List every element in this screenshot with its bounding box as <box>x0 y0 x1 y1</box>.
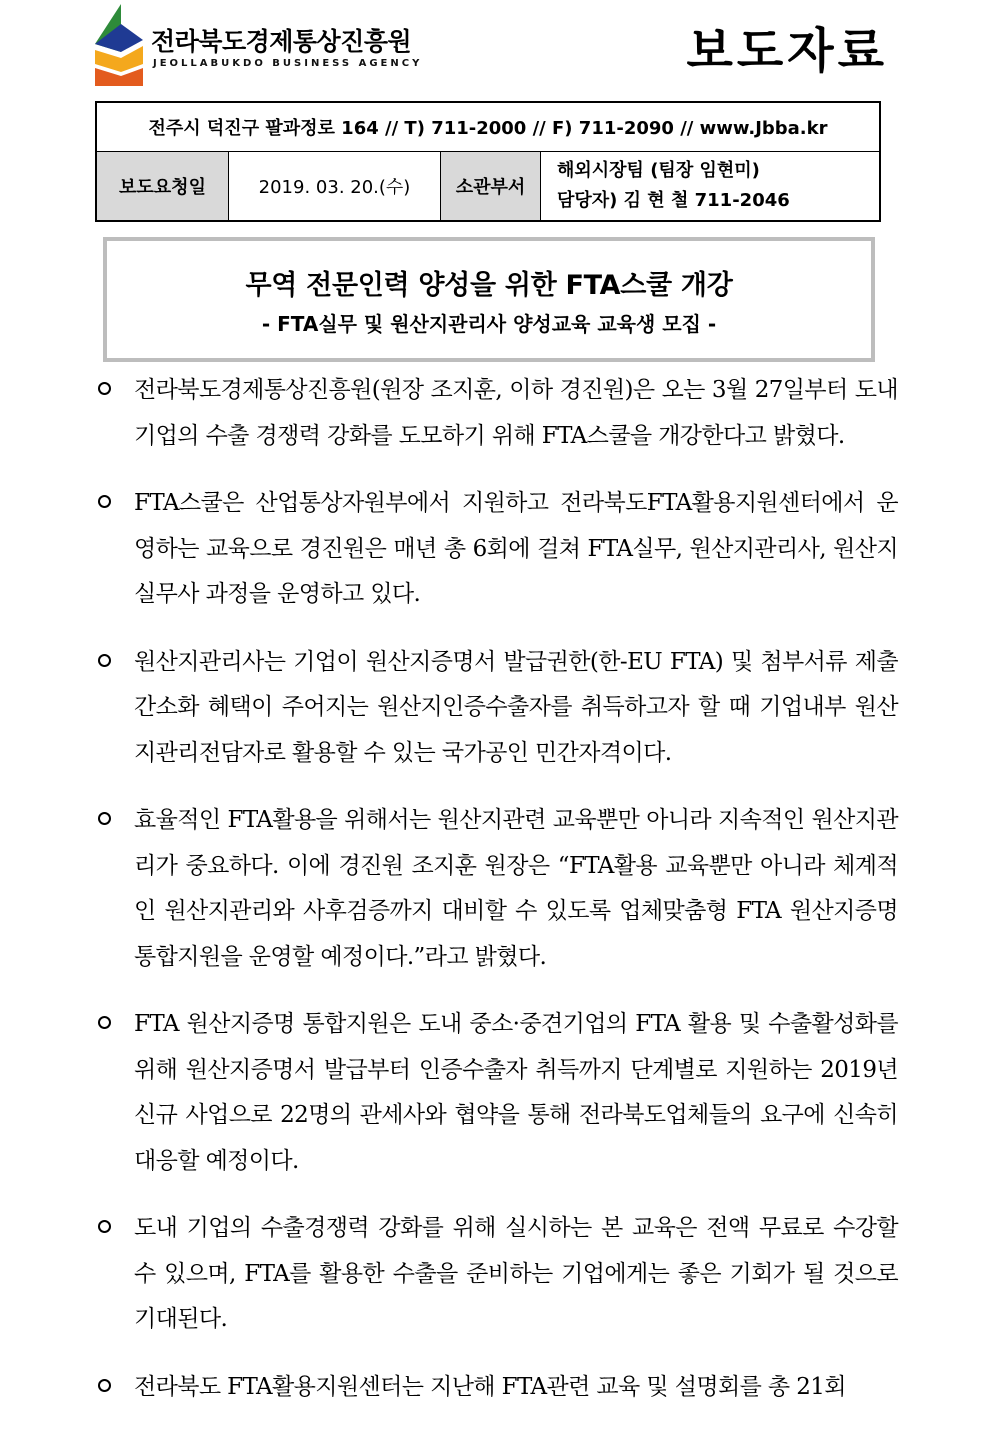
address-line: 전주시 덕진구 팔과정로 164 // T) 711-2000 // F) 711-2090 // www.Jbba.kr <box>148 118 828 139</box>
dept-value <box>541 152 879 220</box>
paragraph <box>98 1206 898 1343</box>
paragraph-text: 전라북도경제통상진흥원(원장 조지훈, 이하 경진원)은 오는 3월 27일부터 도내기업의 수출 경쟁력 강화를 도모하기 위해 FTA스쿨을 개강한다고 밝혔다. <box>134 377 898 449</box>
org-name-en: JEOLLABUKDO BUSINESS AGENCY <box>153 58 423 69</box>
dept-label: 소관부서 <box>441 152 541 220</box>
article-body <box>98 368 898 1432</box>
paragraph <box>98 798 898 980</box>
org-logo <box>95 4 423 88</box>
document-type-title: 보도자료 <box>686 23 888 79</box>
headline-box <box>103 237 875 362</box>
paragraph <box>98 1002 898 1184</box>
paragraph <box>98 481 898 618</box>
date-label: 보도요청일 <box>97 152 229 220</box>
paragraph-text: FTA스쿨은 산업통상자원부에서 지원하고 전라북도FTA활용지원센터에서 운영하는 교육으로 경진원은 매년 총 6회에 걸쳐 FTA실무, 원산지관리사, 원산지실무사 과정을 운영하고 있다. <box>134 490 898 607</box>
paragraph-text: 도내 기업의 수출경쟁력 강화를 위해 실시하는 본 교육은 전액 무료로 수강할 수 있으며, FTA를 활용한 수출을 준비하는 기업에게는 좋은 기회가 될 것으로 기대된다. <box>134 1215 898 1332</box>
address-row <box>97 103 879 152</box>
paragraph-text: 효율적인 FTA활용을 위해서는 원산지관련 교육뿐만 아니라 지속적인 원산지관리가 중요하다. 이에 경진원 조지훈 원장은 “FTA활용 교육뿐만 아니라 체계적인 원산지관리와 사후검증까지 대비할 수 있도록 업체맞춤형 FTA 원산지증명 통합지원을 운영할 예정이다.”라고 밝혔다. <box>134 807 898 970</box>
paragraph <box>98 368 898 459</box>
date-value: 2019. 03. 20.(수) <box>229 152 441 220</box>
logo-mark-icon <box>95 4 149 88</box>
paragraph <box>98 640 898 777</box>
contact-info-table <box>95 101 881 222</box>
circle-bullet-icon <box>98 1220 111 1233</box>
org-name: 전라북도경제통상진흥원 <box>151 27 412 56</box>
circle-bullet-icon <box>98 495 111 508</box>
request-info-row <box>97 152 879 220</box>
circle-bullet-icon <box>98 654 111 667</box>
circle-bullet-icon <box>98 382 111 395</box>
dept-team: 해외시장팀 (팀장 임현미) <box>557 160 760 181</box>
subheadline: - FTA실무 및 원산지관리사 양성교육 교육생 모집 - <box>261 311 717 336</box>
paragraph-text: 원산지관리사는 기업이 원산지증명서 발급권한(한-EU FTA) 및 첨부서류 제출 간소화 혜택이 주어지는 원산지인증수출자를 취득하고자 할 때 기업내부 원산지관리전담자로 활용할 수 있는 국가공인 민간자격이다. <box>134 648 898 766</box>
headline: 무역 전문인력 양성을 위한 FTA스쿨 개강 <box>245 269 733 301</box>
paragraph-text: 전라북도 FTA활용지원센터는 지난해 FTA관련 교육 및 설명회를 총 21회 <box>134 1373 846 1400</box>
dept-contact: 담당자) 김 현 철 711-2046 <box>557 190 790 211</box>
paragraph <box>98 1365 898 1411</box>
circle-bullet-icon <box>98 1016 111 1029</box>
paragraph-text: FTA 원산지증명 통합지원은 도내 중소·중견기업의 FTA 활용 및 수출활성화를 위해 원산지증명서 발급부터 인증수출자 취득까지 단계별로 지원하는 2019년 신규 사업으로 22명의 관세사와 협약을 통해 전라북도업체들의 요구에 신속히 대응할 예정이다. <box>134 1011 898 1174</box>
circle-bullet-icon <box>98 812 111 825</box>
circle-bullet-icon <box>98 1379 111 1392</box>
